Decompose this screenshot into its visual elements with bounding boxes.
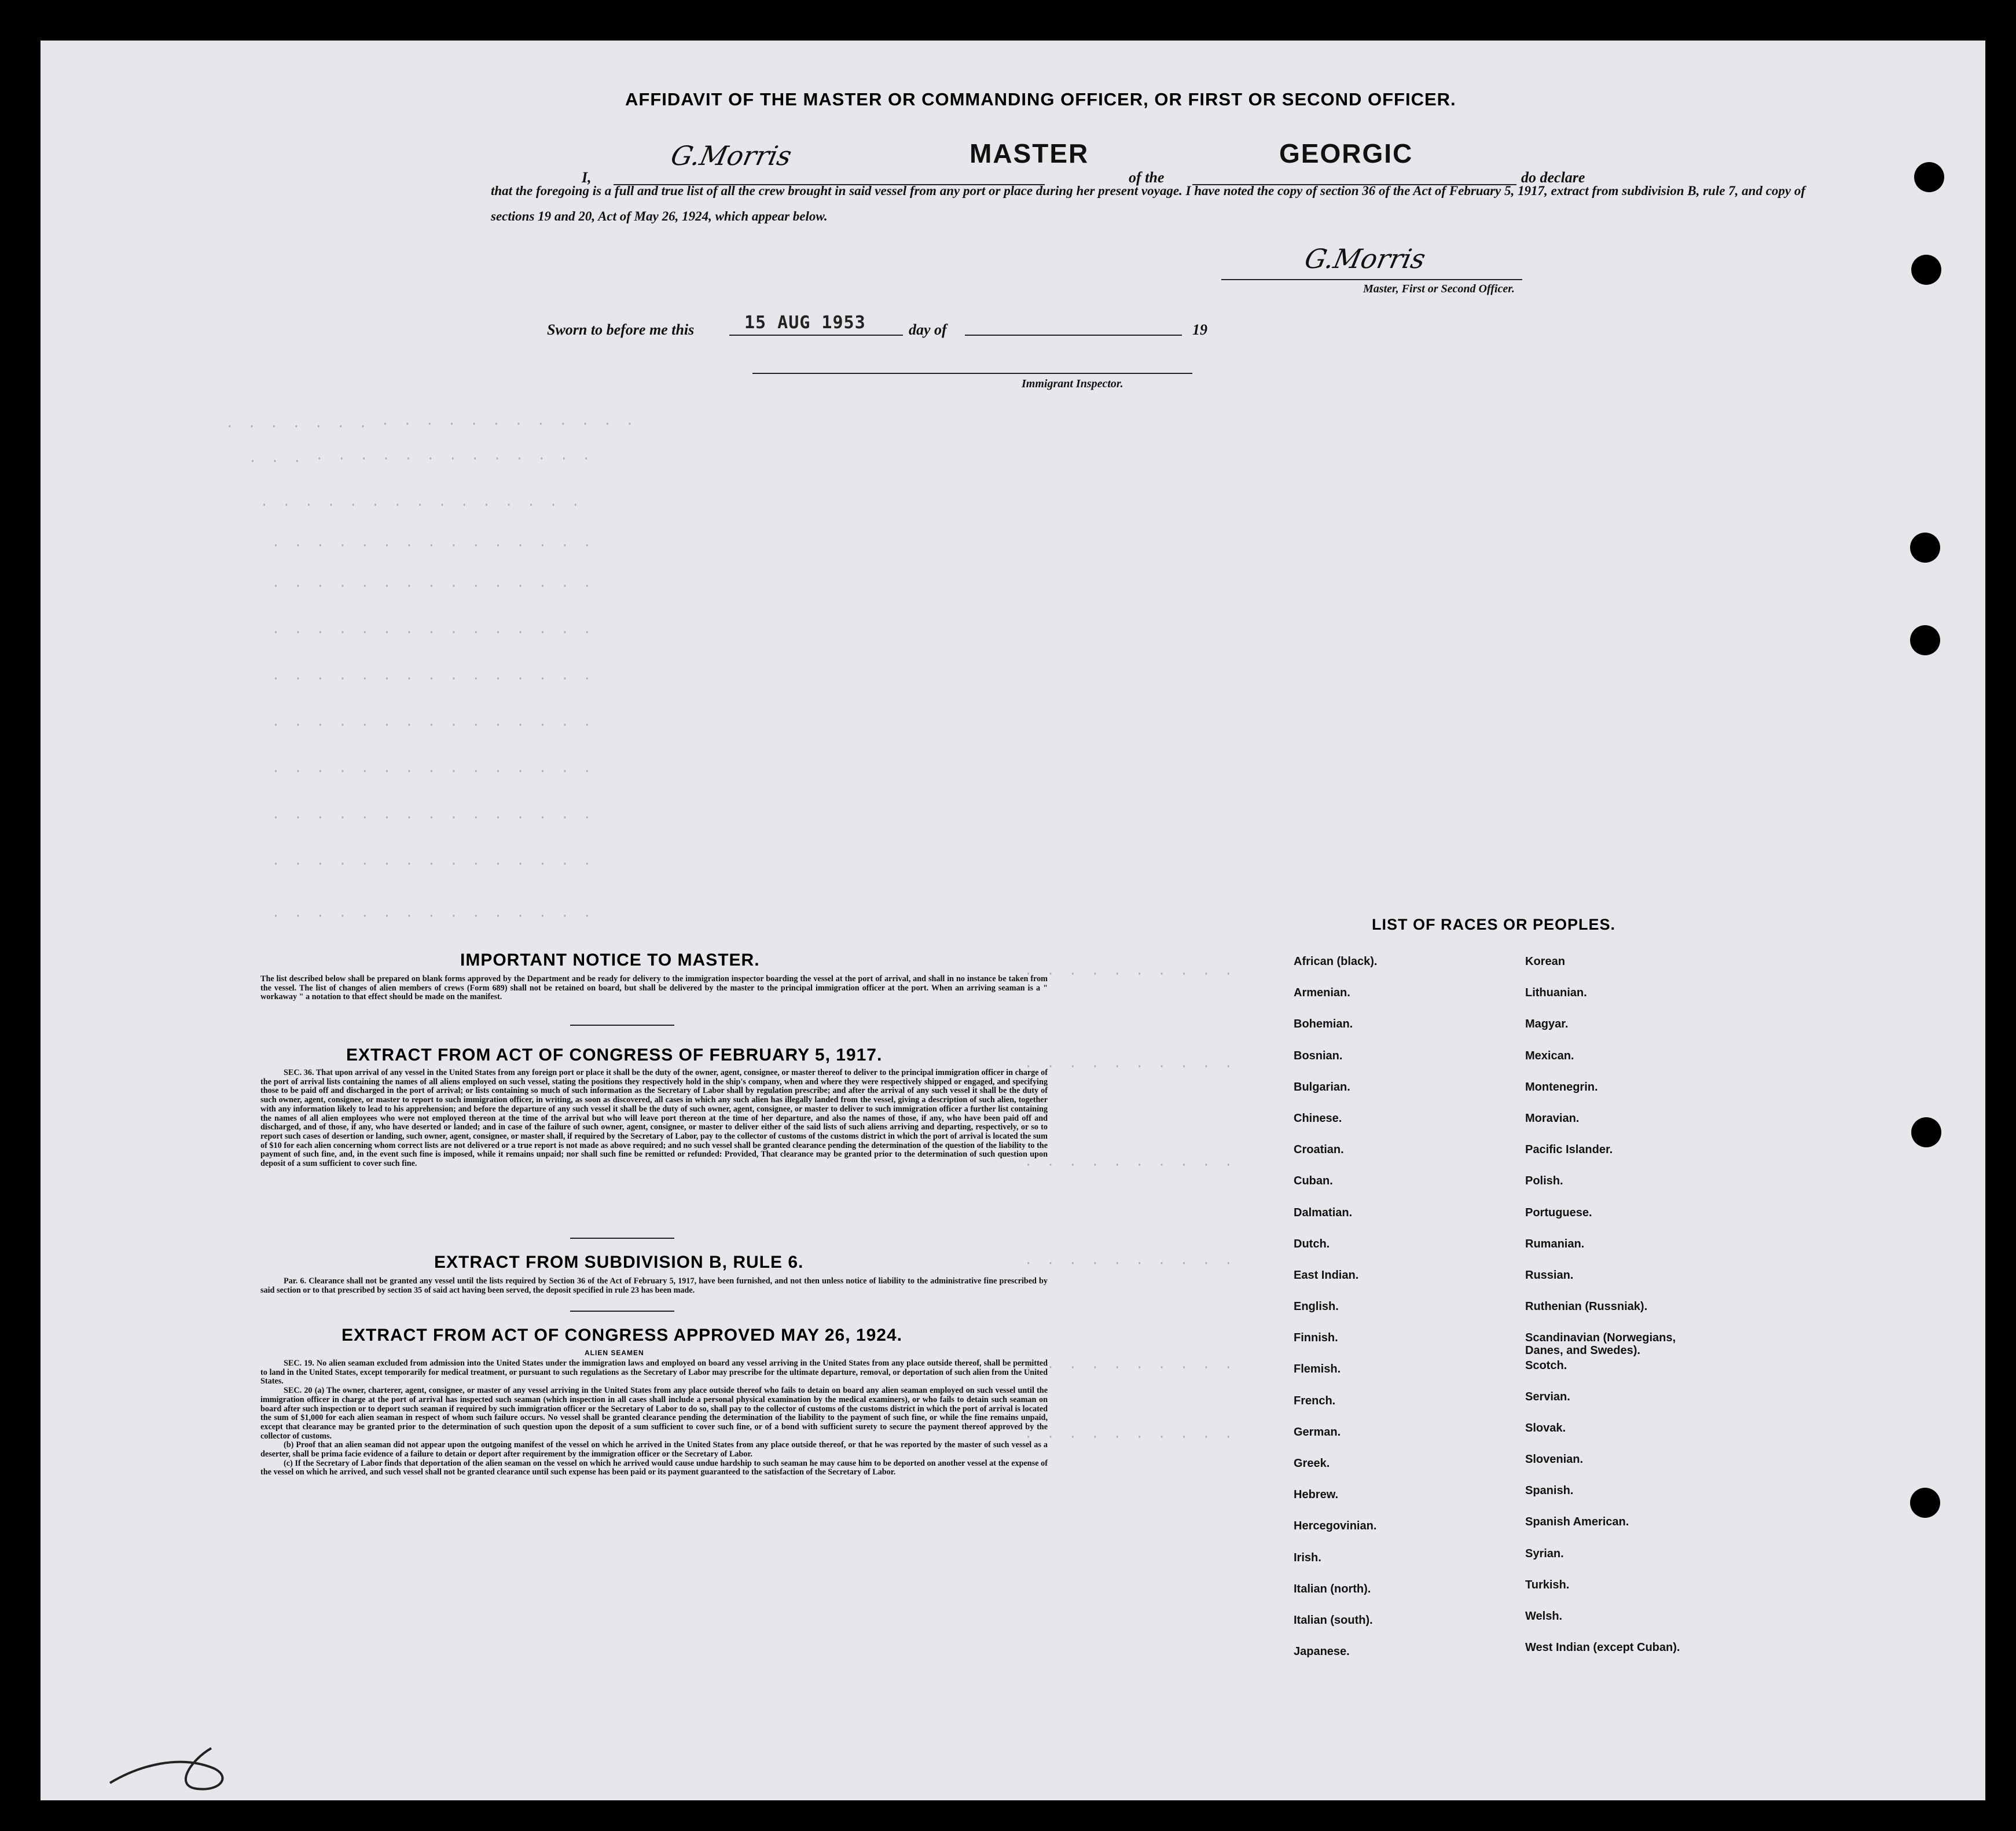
race-item: Slovenian. <box>1525 1453 1584 1466</box>
race-item: Flemish. <box>1294 1363 1341 1376</box>
punch-hole <box>1914 162 1944 192</box>
pencil-mark <box>104 1737 243 1800</box>
race-item: Italian (south). <box>1294 1613 1373 1627</box>
affidavit-title: AFFIDAVIT OF THE MASTER OR COMMANDING OFFICER, OR FIRST OR SECOND OFFICER. <box>625 89 1456 109</box>
race-item: Finnish. <box>1294 1331 1338 1345</box>
extract-rule6-divider <box>570 1311 674 1312</box>
race-item: Slovak. <box>1525 1421 1566 1434</box>
signer-line <box>1221 279 1522 280</box>
race-item: Spanish. <box>1525 1484 1574 1498</box>
race-item: French. <box>1294 1394 1336 1407</box>
race-item: Rumanian. <box>1525 1237 1585 1250</box>
punch-hole <box>1910 1488 1940 1518</box>
master-signature: G.Morris <box>668 140 795 171</box>
extract-rule6-body: Par. 6. Clearance shall not be granted any vessel until the lists required by Section 36 of the Act of February 5, 1917, have been furnished, and not then unless notice of liability to the administrative fine prescribed by said section or to that prescribed by section 35 of said act having been served, the deposit specified in rule 23 has been made. <box>260 1276 1048 1295</box>
race-item: Japanese. <box>1294 1645 1350 1658</box>
race-item: Bohemian. <box>1294 1018 1353 1031</box>
race-item: Hebrew. <box>1294 1488 1339 1502</box>
inspector-caption: Immigrant Inspector. <box>1022 377 1123 390</box>
sworn-label: Sworn to before me this <box>547 321 695 338</box>
race-item: Bosnian. <box>1294 1049 1343 1062</box>
race-item: Chinese. <box>1294 1111 1342 1125</box>
notice-divider <box>570 1025 674 1026</box>
race-item: West Indian (except Cuban). <box>1525 1641 1680 1654</box>
punch-hole <box>1911 1117 1941 1147</box>
punch-hole <box>1911 255 1941 285</box>
declaration-text: that the foregoing is a full and true list of all the crew brought in said vessel from any port or place during her present voyage. I have noted the copy of section 36 of the Act of February 5, 1917, extract from subdivision B, rule 7, and copy of sections 19 and 20, Act of May 26, 1924, which appear below. <box>491 184 1806 223</box>
date-stamp: 15 AUG 1953 <box>744 313 866 333</box>
race-item: Italian (north). <box>1294 1582 1371 1595</box>
race-item: Irish. <box>1294 1551 1321 1564</box>
sec20a-paragraph: SEC. 20 (a) The owner, charterer, agent, consignee, or master of any vessel arriving in the United States from any place outside thereof who fails to detain on board any alien seaman employed on such vessel until the immigration officer in charge at the port of arrival has inspected such seaman (which inspection in all cases shall include a personal physical examination by the medical examiners), or who fails to detain such seaman on board after such inspection or to deport such seaman if required by such immigration officer or the Secretary of Labor to do so, shall pay to the collector of customs of the customs district in which the port of arrival is located the sum of $1,000 for each alien seaman in respect of whom such failure occurs. No vessel shall be granted clearance pending the determination of the liability to the payment of such fine, or while the fine remains unpaid, except that clearance may be granted prior to the determination of such question upon the deposit of a sum sufficient to cover such fine, or of a bond with sufficient surety to secure the payment thereof approved by the collector of customs. <box>260 1386 1048 1441</box>
manifest-page: . . . . . . . · · · · · · · · · · · · . . . · · · · · · · · · · · · · · · · · · · · · · · · · · · · · · · · · · · · · · · · · · · · · · · · · · · · · · · · · · · · · · · · · · · · · · · · · · · · · · · · · · · · · · · · · · · · · · · · · · · · · · · · · · · · · · · · · · · · · · · · · · · · · · · · · · · · · · · · · · · · · · · · · · · · · · · · · · · · · · · · · · · · · · · · · · · · · · · · · · · · · · · · · · · · · · · · · · · · · · · · · · · · · · · · · · · · · · · · · · · · · · · AFFIDAVIT OF THE MASTER OR COMMANDING OFFICER, OR FIRST OR SECOND OFFICER. I, G.Morris MASTER of the GEORGIC do declare that the foregoing is a full and true list of all the crew brought in said vessel from any port or place during her present voyage. I have noted the copy of section 36 of the Act of February 5, 1917, extract from subdivision B, rule 7, and copy of sections 19 and 20, Act of May 26, 1924, which appear below. G.Morris Master, First or Second Officer. Sworn to before me this 15 AUG 1953 day of 19 Immigrant Inspector. IMPORTANT NOTICE TO MASTER. The list described below shall be prepared on blank forms approved by the Department and be ready for delivery to the immigration inspector boarding the vessel at the port of arrival, and shall in no instance be taken from the vessel. The list of changes of alien members of crews (Form 689) shall not be retained on board, but shall be delivered by the master to the principal immigration officer at the port. When an arriving seaman is a " workaway " a notation to that effect should be made on the manifest. EXTRACT FROM ACT OF CONGRESS OF FEBRUARY 5, 1917. SEC. 36. That upon arrival of any vessel in the United States from any foreign port or place it shall be the duty of the owner, agent, consignee, or master thereof to deliver to the principal immigration officer in charge of the port of arrival lists containing the names of all aliens employed on such vessel, stating the positions they respectively hold in the ship's company, when and where they were respectively shipped or engaged, and specifying those to be paid off and discharged in the port of arrival; or lists containing so much of such information as the Secretary of Labor shall by regulation prescribe; and after the arrival of any such vessel it shall be the duty of such owner, agent, consignee, or master to report to such immigration officer, in writing, as soon as discovered, all cases in which any such alien has illegally landed from the vessel, giving a description of such alien, together with any information likely to lead to his apprehension; and before the departure of any such vessel it shall be the duty of such owner, agent, consignee, or master to deliver to such immigration officer a further list containing the names of all alien employees who were not employed thereon at the time of the arrival but who will leave port thereon at the time of her departure, and also the names of those, if any, who have been paid off and discharged, and of those, if any, who have deserted or landed; and in case of the failure of such owner, agent, consignee, or master to deliver either of the said lists of such aliens arriving and departing, respectively, or so to report such cases of desertion or landing, such owner, agent, consignee, or master shall, if required by the Secretary of Labor, pay to the collector of customs of the customs district in which the port of arrival is located the sum of $10 for each alien concerning whom correct lists are not delivered or a true report is not made as above required; and no such vessel shall be granted clearance pending the determination of the question of the liability to the payment of such fine, and, in the event such fine is imposed, while it remains unpaid; nor shall such fine be remitted or refunded: Provided, That clearance may be granted prior to the determination of such question upon deposit of a sum sufficient to cover such fine. EXTRACT FROM SUBDIVISION B, RULE 6. Par. 6. Clearance shall not be granted any vessel until the lists required by Section 36 of the Act of February 5, 1917, have been furnished, and not then unless notice of liability to the administrative fine prescribed by said section or to that prescribed by section 35 of said act having been served, the deposit specified in rule 23 has been made. EXTRACT FROM ACT OF CONGRESS APPROVED MAY 26, 1924. ALIEN SEAMEN SEC. 19. No alien seaman excluded from admission into the United States under the immigration laws and employed on board any vessel arriving in the United States from any place outside thereof, shall be permitted to land in the United States, except temporarily for medical treatment, or pursuant to such regulations as the Secretary of Labor may prescribe for the ultimate departure, removal, or deportation of such alien from the United States. SEC. 20 (a) The owner, charterer, agent, consignee, or master of any vessel arriving in the United States from any place outside thereof who fails to detain on board any alien seaman employed on such vessel until the immigration officer in charge at the port of arrival has inspected such seaman (which inspection in all cases shall include a personal physical examination by the medical examiners), or who fails to detain such seaman on board after such inspection or to deport such seaman if required by such immigration officer or the Secretary of Labor to do so, shall pay to the collector of customs of the customs district in which the port of arrival is located the sum of $1,000 for each alien seaman in respect of whom such failure occurs. No vessel shall be granted clearance pending the determination of the liability to the payment of such fine, or while the fine remains unpaid, except that clearance may be granted prior to the determination of such question upon the deposit of a sum sufficient to cover such fine, or of a bond with sufficient surety to secure the payment thereof approved by the collector of customs. (b) Proof that an alien seaman did not appear upon the outgoing manifest of the vessel on which he arrived in the United States from any place outside thereof, or that he was reported by the master of such vessel as a deserter, shall be prima facie evidence of a failure to detain or deport after requirement by the immigration officer or the Secretary of Labor. (c) If the Secretary of Labor finds that deportation of the alien seaman on the vessel on which he arrived would cause undue hardship to such seaman he may cause him to be deported on another vessel at the expense of the vessel on which he arrived, and such vessel shall not be granted clearance until such expense has been paid or its payment guaranteed to the satisfaction of the Secretary of Labor. LIST OF RACES OR PEOPLES. African (black). Armenian. Bohemian. Bosnian. Bulgarian. Chinese. Croatian. Cuban. Dalmatian. Dutch. East Indian. English. Finnish. Flemish. French. German. Greek. Hebrew. Hercegovinian. Irish. Italian (north). Italian (south). Japanese. Korean Lithuanian. Magyar. Mexican. Montenegrin. Moravian. Pacific Islander. Polish. Portuguese. Rumanian. Russian. Ruthenian (Russniak). Scandinavian (Norwegians, Danes, and Swedes). Scotch. Servian. Slovak. Slovenian. Spanish. Spanish American. Syrian. Turkish. Welsh. West Indian (except Cuban). <box>41 41 1985 1800</box>
races-right-column <box>1525 955 1768 1672</box>
race-item: English. <box>1294 1300 1339 1313</box>
notice-body: The list described below shall be prepared on blank forms approved by the Department and be ready for delivery to the immigration inspector boarding the vessel at the port of arrival, and shall in no instance be taken from the vessel. The list of changes of alien members of crews (Form 689) shall not be retained on board, but shall be delivered by the master to the principal immigration officer at the port. When an arriving seaman is a " workaway " a notation to that effect should be made on the manifest. <box>260 974 1048 1002</box>
i-label: I, <box>582 169 592 186</box>
race-item: Ruthenian (Russniak). <box>1525 1300 1648 1313</box>
punch-hole <box>1910 625 1940 655</box>
race-item: Polish. <box>1525 1175 1563 1188</box>
race-item: Mexican. <box>1525 1049 1574 1062</box>
do-declare-label: do declare <box>1521 169 1585 186</box>
extract-1917-title: EXTRACT FROM ACT OF CONGRESS OF FEBRUARY 5, 1917. <box>346 1045 883 1065</box>
signer-signature: G.Morris <box>1302 243 1429 274</box>
sec20b-paragraph: (b) Proof that an alien seaman did not appear upon the outgoing manifest of the vessel on which he arrived in the United States from any place outside thereof, or that he was reported by the master of such vessel as a deserter, shall be prima facie evidence of a failure to detain or deport after requirement by the immigration officer or the Secretary of Labor. <box>260 1440 1048 1459</box>
notice-title: IMPORTANT NOTICE TO MASTER. <box>460 951 760 970</box>
race-item: Hercegovinian. <box>1294 1520 1377 1533</box>
year-prefix: 19 <box>1192 321 1207 338</box>
extract-1917-divider <box>570 1238 674 1239</box>
race-item: Armenian. <box>1294 986 1350 1000</box>
race-item: Magyar. <box>1525 1018 1569 1031</box>
day-of-label: day of <box>909 321 947 338</box>
race-item: East Indian. <box>1294 1268 1359 1282</box>
extract-1924-subtitle: ALIEN SEAMEN <box>585 1349 644 1357</box>
rank-field: MASTER <box>970 138 1089 168</box>
extract-1924-body <box>260 1359 1048 1477</box>
sec19-paragraph: SEC. 19. No alien seaman excluded from admission into the United States under the immigration laws and employed on board any vessel arriving in the United States from any place outside thereof, shall be permitted to land in the United States, except temporarily for medical treatment, or pursuant to such regulations as the Secretary of Labor may prescribe for the ultimate departure, removal, or deportation of such alien from the United States. <box>260 1359 1048 1386</box>
sec20c-paragraph: (c) If the Secretary of Labor finds that deportation of the alien seaman on the vessel on which he arrived would cause undue hardship to such seaman he may cause him to be deported on another vessel at the expense of the vessel on which he arrived, and such vessel shall not be granted clearance until such expense has been paid or its payment guaranteed to the satisfaction of the Secretary of Labor. <box>260 1458 1048 1477</box>
of-the-label: of the <box>1129 169 1165 186</box>
race-item: Dutch. <box>1294 1237 1330 1250</box>
race-item: Welsh. <box>1525 1610 1563 1623</box>
race-item: Korean <box>1525 955 1565 968</box>
race-item: Dalmatian. <box>1294 1206 1353 1219</box>
punch-hole <box>1910 533 1940 563</box>
race-item: Scotch. <box>1525 1359 1567 1372</box>
race-item: Montenegrin. <box>1525 1080 1598 1094</box>
sworn-date-line <box>729 335 903 336</box>
extract-1924-title: EXTRACT FROM ACT OF CONGRESS APPROVED MAY 26, 1924. <box>341 1326 902 1345</box>
race-item: Pacific Islander. <box>1525 1143 1613 1157</box>
race-item: Croatian. <box>1294 1143 1344 1157</box>
month-line <box>965 335 1182 336</box>
race-item: Syrian. <box>1525 1547 1564 1560</box>
race-item: Scandinavian (Norwegians, Danes, and Swedes). <box>1525 1331 1676 1357</box>
race-item: Servian. <box>1525 1390 1570 1403</box>
race-item: German. <box>1294 1425 1341 1439</box>
race-item: African (black). <box>1294 955 1378 968</box>
vessel-name: GEORGIC <box>1279 138 1413 168</box>
race-item: Lithuanian. <box>1525 986 1587 1000</box>
inspector-line <box>752 373 1192 374</box>
extract-1917-body: SEC. 36. That upon arrival of any vessel in the United States from any foreign port or place it shall be the duty of the owner, agent, consignee, or master thereof to deliver to the principal immigration officer in charge of the port of arrival lists containing the names of all aliens employed on such vessel, stating the positions they respectively hold in the ship's company, when and where they were respectively shipped or engaged, and specifying those to be paid off and discharged in the port of arrival; or lists containing so much of such information as the Secretary of Labor shall by regulation prescribe; and after the arrival of any such vessel it shall be the duty of such owner, agent, consignee, or master to report to such immigration officer, in writing, as soon as discovered, all cases in which any such alien has illegally landed from the vessel, giving a description of such alien, together with any information likely to lead to his apprehension; and before the departure of any such vessel it shall be the duty of such owner, agent, consignee, or master to deliver to such immigration officer a further list containing the names of all alien employees who were not employed thereon at the time of the arrival but who will leave port thereon at the time of her departure, and also the names of those, if any, who have been paid off and discharged, and of those, if any, who have deserted or landed; and in case of the failure of such owner, agent, consignee, or master to deliver either of the said lists of such aliens arriving and departing, respectively, or so to report such cases of desertion or landing, such owner, agent, consignee, or master shall, if required by the Secretary of Labor, pay to the collector of customs of the customs district in which the port of arrival is located the sum of $10 for each alien concerning whom correct lists are not delivered or a true report is not made as above required; and no such vessel shall be granted clearance pending the determination of the question of the liability to the payment of such fine, and, in the event such fine is imposed, while it remains unpaid; nor shall such fine be remitted or refunded: Provided, That clearance may be granted prior to the determination of such question upon deposit of a sum sufficient to cover such fine. <box>260 1068 1048 1169</box>
race-item: Spanish American. <box>1525 1516 1629 1529</box>
race-item: Turkish. <box>1525 1578 1570 1591</box>
race-item: Russian. <box>1525 1268 1574 1282</box>
race-item: Greek. <box>1294 1457 1330 1470</box>
signer-caption: Master, First or Second Officer. <box>1363 282 1515 295</box>
race-item: Bulgarian. <box>1294 1080 1350 1094</box>
race-item: Portuguese. <box>1525 1206 1592 1219</box>
extract-rule6-title: EXTRACT FROM SUBDIVISION B, RULE 6. <box>434 1253 804 1272</box>
races-title: LIST OF RACES OR PEOPLES. <box>1372 916 1616 933</box>
race-item: Moravian. <box>1525 1111 1580 1125</box>
race-item: Cuban. <box>1294 1175 1333 1188</box>
